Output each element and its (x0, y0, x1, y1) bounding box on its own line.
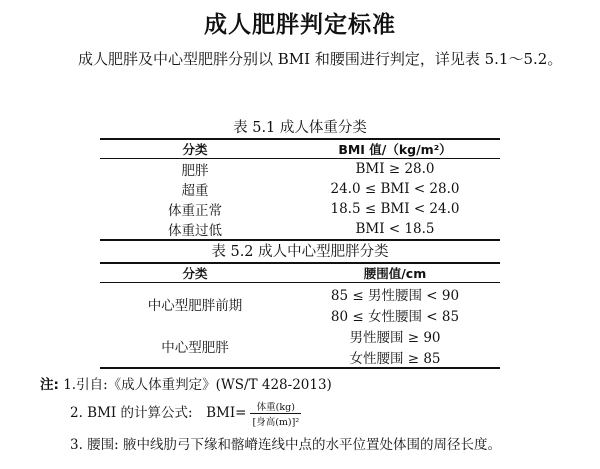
note-3: 3. 腰围: 腋中线肋弓下缘和髂嵴连线中点的水平位置处体围的周径长度。 (70, 437, 502, 453)
table-row (100, 283, 500, 305)
intro-text: 成人肥胖及中心型肥胖分别以 BMI 和腰围进行判定，详见表 5.1～5.2。 (78, 50, 563, 68)
table1-category: 超重 (181, 183, 209, 199)
table2-header-category: 分类 (100, 263, 290, 283)
table-row (100, 199, 500, 219)
table1-category: 体重过低 (100, 219, 290, 240)
table1-caption: 表 5.1 成人体重分类 (233, 120, 367, 136)
formula-denominator: [身高(m)]² (252, 417, 300, 428)
table2-category: 中心型肥胖前期 (147, 298, 243, 314)
note-2 (70, 399, 301, 428)
bmi-formula-fraction (250, 399, 301, 428)
table1-header-row (100, 139, 500, 159)
table2-waist: 男性腰围 ≥ 90 (349, 329, 441, 346)
table2-waist: 80 ≤ 女性腰围 < 85 (330, 308, 460, 325)
table2-waist: 85 ≤ 男性腰围 < 90 (330, 287, 460, 304)
table1-category: 体重正常 (168, 203, 222, 219)
table2-waist: 女性腰围 ≥ 85 (290, 346, 500, 368)
intro-paragraph (46, 46, 566, 73)
central-obesity-table (100, 262, 500, 369)
page-title: 成人肥胖判定标准 (204, 12, 396, 38)
table1-bmi: 24.0 ≤ BMI < 28.0 (330, 181, 460, 197)
note-1-text: 1.引自:《成人体重判定》(WS/T 428-2013) (63, 377, 332, 393)
table2-category: 中心型肥胖 (100, 325, 290, 368)
note-2-text: 2. BMI 的计算公式: BMI= (70, 405, 247, 421)
table2-caption: 表 5.2 成人中心型肥胖分类 (211, 244, 389, 260)
table1-category: 肥胖 (181, 163, 209, 179)
table2-header-row (100, 263, 500, 283)
table1-header-bmi: BMI 值/（kg/m²） (290, 139, 500, 159)
table1-header-category: 分类 (100, 139, 290, 159)
table-row (100, 219, 500, 240)
formula-numerator: 体重(kg) (250, 399, 301, 414)
notes-label: 注: (40, 377, 59, 393)
note-1 (40, 373, 332, 393)
table-row (100, 159, 500, 180)
table-row (100, 325, 500, 346)
table2-header-waist: 腰围值/cm (290, 263, 500, 283)
table1-bmi: BMI < 18.5 (290, 219, 500, 240)
adult-weight-table (100, 138, 500, 241)
table1-bmi: 18.5 ≤ BMI < 24.0 (330, 201, 460, 217)
table1-bmi: BMI ≥ 28.0 (355, 161, 435, 177)
table-row (100, 179, 500, 199)
